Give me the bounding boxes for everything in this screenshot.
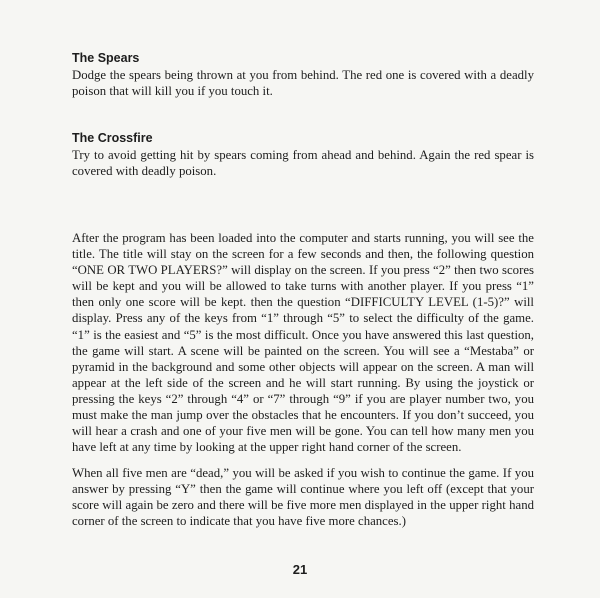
section-heading: The Crossfire — [72, 131, 153, 145]
continue-paragraph: When all five men are “dead,” you will be asked if you wish to continue the game. If you answer by pressing “Y” then the game will continue where you left off (except that your score will again be zero and there will be five more men displayed in the upper right hand corner of the screen to indicate that you have five more chances.) — [72, 466, 534, 529]
section-heading: The Spears — [72, 51, 140, 65]
section-the-crossfire — [72, 130, 534, 179]
section-body: Try to avoid getting hit by spears coming from ahead and behind. Again the red spear is covered with deadly poison. — [72, 148, 534, 179]
section-continue-game — [72, 465, 534, 529]
page-number: 21 — [292, 562, 308, 577]
instructions-paragraph: After the program has been loaded into the computer and starts running, you will see the title. The title will stay on the screen for a few seconds and then, the following question “ONE OR TWO PLAYERS?” will display on the screen. If you press “2” then two scores will be kept and you will be allowed to take turns with another player. If you press “1” then only one score will be kept. then the question “DIFFICULTY LEVEL (1-5)?” will display. Press any of the keys from “1” through “5” to select the difficulty of the game. “1” is the easiest and “5” is the most difficult. Once you have answered this last question, the game will start. A scene will be painted on the screen. You will see a “Mestaba” or pyramid in the background and some other objects will appear on the screen. A man will appear at the left side of the screen and he will start running. By using the joystick or pressing the keys “2” through “4” or “7” through “9” if you are player number two, you must make the man jump over the obstacles that he encounters. If you don’t succeed, you will hear a crash and one of your five men will be gone. You can tell how many men you have left at any time by looking at the upper right hand corner of the screen. — [72, 231, 534, 455]
section-the-spears — [72, 50, 534, 99]
section-body: Dodge the spears being thrown at you from behind. The red one is covered with a deadly poison that will kill you if you touch it. — [72, 68, 534, 99]
section-game-instructions — [72, 230, 534, 455]
